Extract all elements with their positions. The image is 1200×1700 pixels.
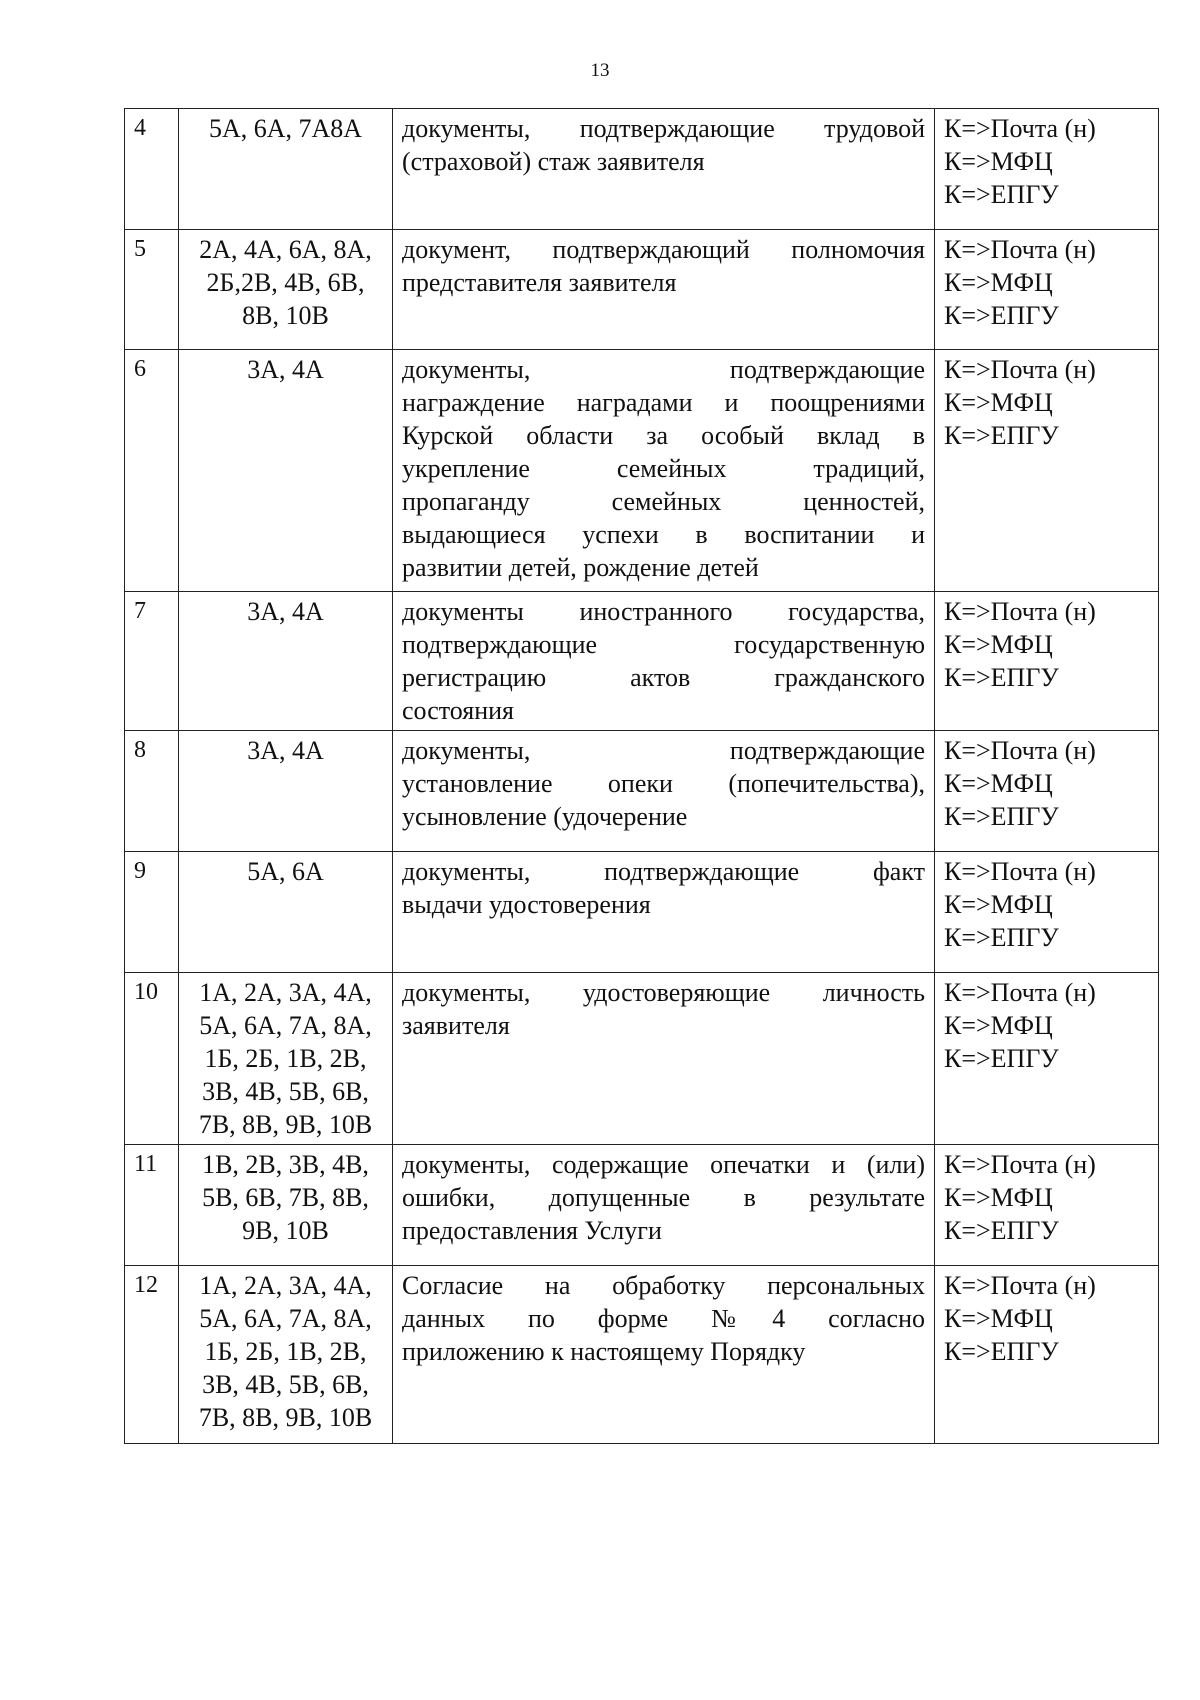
document-description-line: выдающиеся успехи в воспитании и xyxy=(402,520,925,549)
row-number: 6 xyxy=(125,350,179,592)
applicant-codes-line: 1А, 2А, 3А, 4А, xyxy=(199,1271,372,1300)
submission-channels-cell xyxy=(935,1266,1159,1444)
document-description-cell xyxy=(393,109,935,230)
row-number: 12 xyxy=(125,1266,179,1444)
table-row xyxy=(125,731,1159,852)
table-row xyxy=(125,230,1159,350)
row-number: 10 xyxy=(125,973,179,1145)
applicant-codes-cell xyxy=(179,973,393,1145)
submission-channel: К=>Почта (н) xyxy=(944,857,1096,886)
page-number: 13 xyxy=(590,60,610,81)
document-description-cell xyxy=(393,1266,935,1444)
submission-channel: К=>Почта (н) xyxy=(944,597,1096,626)
submission-channels-cell xyxy=(935,1145,1159,1266)
document-description-line: пропаганду семейных ценностей, xyxy=(402,487,925,516)
applicant-codes-line: 5А, 6А xyxy=(247,857,324,886)
submission-channel: К=>ЕПГУ xyxy=(944,923,1059,952)
document-description-cell xyxy=(393,230,935,350)
submission-channels-cell xyxy=(935,852,1159,973)
submission-channels-cell xyxy=(935,973,1159,1145)
submission-channel: К=>МФЦ xyxy=(944,1183,1053,1212)
table-row xyxy=(125,1266,1159,1444)
applicant-codes-line: 1А, 2А, 3А, 4А, xyxy=(199,978,372,1007)
document-description-line: усыновление (удочерение xyxy=(402,802,688,831)
applicant-codes-line: 8В, 10В xyxy=(242,301,329,330)
document-description-line: документы, содержащие опечатки и (или) xyxy=(402,1150,925,1179)
document-description-line: документы, удостоверяющие личность xyxy=(402,978,925,1007)
document-description-cell xyxy=(393,731,935,852)
document-description-cell xyxy=(393,1145,935,1266)
row-number: 8 xyxy=(125,731,179,852)
applicant-codes-cell xyxy=(179,1266,393,1444)
document-description-line: ошибки, допущенные в результате xyxy=(402,1183,925,1212)
document-description-line: документы, подтверждающие трудовой xyxy=(402,114,925,143)
submission-channels-cell xyxy=(935,350,1159,592)
submission-channels-cell xyxy=(935,592,1159,731)
applicant-codes-line: 1Б, 2Б, 1В, 2В, xyxy=(204,1337,367,1366)
document-description-line: Согласие на обработку персональных xyxy=(402,1271,925,1300)
submission-channel: К=>МФЦ xyxy=(944,1304,1053,1333)
row-number: 9 xyxy=(125,852,179,973)
document-description-line: подтверждающие государственную xyxy=(402,630,925,659)
applicant-codes-cell xyxy=(179,731,393,852)
submission-channel: К=>МФЦ xyxy=(944,268,1053,297)
submission-channel: К=>Почта (н) xyxy=(944,1150,1096,1179)
applicant-codes-line: 3А, 4А xyxy=(247,355,324,384)
applicant-codes-line: 3В, 4В, 5В, 6В, xyxy=(202,1370,369,1399)
applicant-codes-cell xyxy=(179,1145,393,1266)
table-row xyxy=(125,592,1159,731)
applicant-codes-line: 1В, 2В, 3В, 4В, xyxy=(202,1150,369,1179)
row-number: 7 xyxy=(125,592,179,731)
applicant-codes-line: 9В, 10В xyxy=(242,1216,329,1245)
document-description-cell xyxy=(393,592,935,731)
submission-channel: К=>МФЦ xyxy=(944,388,1053,417)
table-row xyxy=(125,109,1159,230)
document-description-line: награждение наградами и поощрениями xyxy=(402,388,925,417)
document-description-line: представителя заявителя xyxy=(402,268,677,297)
document-description-line: документы иностранного государства, xyxy=(402,597,925,626)
applicant-codes-line: 7В, 8В, 9В, 10В xyxy=(198,1110,373,1139)
applicant-codes-line: 5А, 6А, 7А, 8А, xyxy=(199,1011,372,1040)
document-description-line: документ, подтверждающий полномочия xyxy=(402,235,925,264)
submission-channel: К=>Почта (н) xyxy=(944,1271,1096,1300)
submission-channel: К=>ЕПГУ xyxy=(944,802,1059,831)
document-description-cell xyxy=(393,973,935,1145)
applicant-codes-line: 5А, 6А, 7А, 8А, xyxy=(199,1304,372,1333)
applicant-codes-line: 1Б, 2Б, 1В, 2В, xyxy=(204,1044,367,1073)
submission-channel: К=>Почта (н) xyxy=(944,355,1096,384)
applicant-codes-cell xyxy=(179,109,393,230)
document-description-line: установление опеки (попечительства), xyxy=(402,769,925,798)
document-description-line: укрепление семейных традиций, xyxy=(402,454,925,483)
document-description-cell xyxy=(393,852,935,973)
document-description-line: данных по форме №4 согласно xyxy=(402,1304,925,1333)
applicant-codes-line: 5В, 6В, 7В, 8В, xyxy=(202,1183,369,1212)
submission-channel: К=>ЕПГУ xyxy=(944,421,1059,450)
applicant-codes-line: 2Б,2В, 4В, 6В, xyxy=(206,268,365,297)
submission-channels-cell xyxy=(935,230,1159,350)
submission-channel: К=>Почта (н) xyxy=(944,736,1096,765)
row-number: 11 xyxy=(125,1145,179,1266)
applicant-codes-line: 3А, 4А xyxy=(247,736,324,765)
submission-channel: К=>МФЦ xyxy=(944,769,1053,798)
applicant-codes-line: 3В, 4В, 5В, 6В, xyxy=(202,1077,369,1106)
document-description-line: Курской области за особый вклад в xyxy=(402,421,925,450)
applicant-codes-line: 3А, 4А xyxy=(247,597,324,626)
row-number: 4 xyxy=(125,109,179,230)
applicant-codes-cell xyxy=(179,592,393,731)
document-description-cell xyxy=(393,350,935,592)
document-description-line: (страховой) стаж заявителя xyxy=(402,147,705,176)
submission-channel: К=>ЕПГУ xyxy=(944,663,1059,692)
document-description-line: заявителя xyxy=(402,1011,510,1040)
table-row xyxy=(125,350,1159,592)
submission-channel: К=>ЕПГУ xyxy=(944,180,1059,209)
document-description-line: приложению к настоящему Порядку xyxy=(402,1337,806,1366)
submission-channel: К=>Почта (н) xyxy=(944,114,1096,143)
applicant-codes-cell xyxy=(179,230,393,350)
submission-channel: К=>МФЦ xyxy=(944,147,1053,176)
applicant-codes-cell xyxy=(179,350,393,592)
documents-table xyxy=(124,108,1159,1444)
submission-channel: К=>МФЦ xyxy=(944,630,1053,659)
applicant-codes-line: 5А, 6А, 7А8А xyxy=(208,114,363,143)
row-number: 5 xyxy=(125,230,179,350)
submission-channel: К=>МФЦ xyxy=(944,890,1053,919)
submission-channel: К=>ЕПГУ xyxy=(944,1337,1059,1366)
document-description-line: развитии детей, рождение детей xyxy=(402,553,759,582)
applicant-codes-line: 2А, 4А, 6А, 8А, xyxy=(199,235,372,264)
submission-channel: К=>ЕПГУ xyxy=(944,1044,1059,1073)
document-description-line: предоставления Услуги xyxy=(402,1216,662,1245)
document-description-line: документы, подтверждающие xyxy=(402,736,925,765)
submission-channel: К=>Почта (н) xyxy=(944,978,1096,1007)
applicant-codes-cell xyxy=(179,852,393,973)
submission-channel: К=>Почта (н) xyxy=(944,235,1096,264)
submission-channel: К=>МФЦ xyxy=(944,1011,1053,1040)
table-row xyxy=(125,973,1159,1145)
document-description-line: выдачи удостоверения xyxy=(402,890,651,919)
submission-channel: К=>ЕПГУ xyxy=(944,301,1059,330)
table-row xyxy=(125,852,1159,973)
document-description-line: регистрацию актов гражданского xyxy=(402,663,925,692)
submission-channels-cell xyxy=(935,731,1159,852)
applicant-codes-line: 7В, 8В, 9В, 10В xyxy=(198,1403,373,1432)
table-body xyxy=(125,109,1159,1444)
document-description-line: состояния xyxy=(402,696,514,725)
document-description-line: документы, подтверждающие факт xyxy=(402,857,925,886)
table-row xyxy=(125,1145,1159,1266)
submission-channels-cell xyxy=(935,109,1159,230)
document-description-line: документы, подтверждающие xyxy=(402,355,925,384)
submission-channel: К=>ЕПГУ xyxy=(944,1216,1059,1245)
